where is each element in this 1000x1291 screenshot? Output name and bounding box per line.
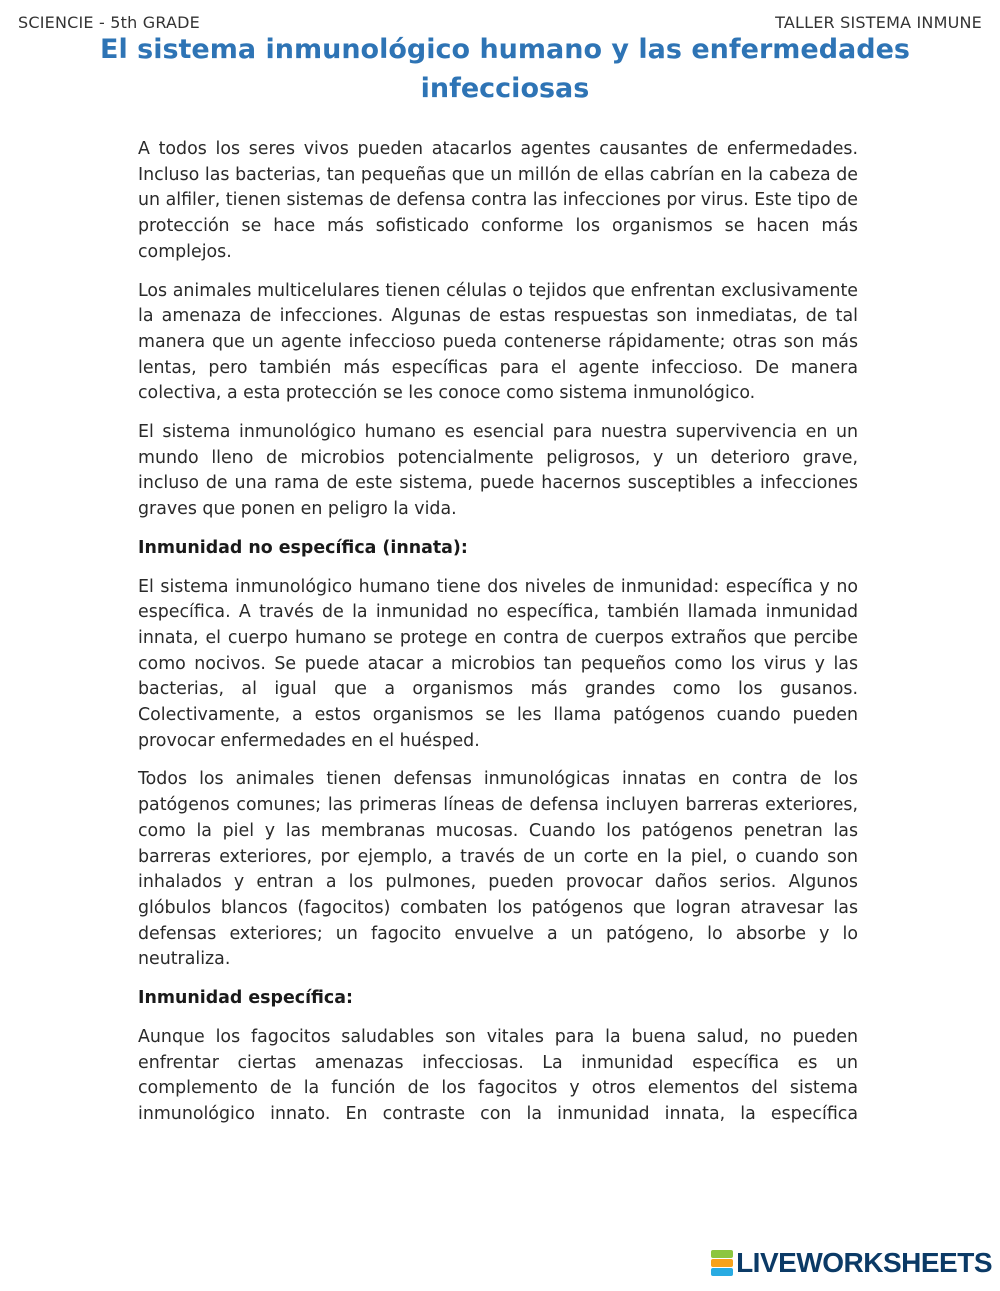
header-grade-label: SCIENCIE - 5th GRADE — [18, 13, 200, 32]
paragraph-immunity-levels: El sistema inmunológico humano tiene dos niveles de inmunidad: específica y no específica. A través de la inmunidad no específica, también llamada inmunidad innata, el cuerpo humano se protege en contra de cuerpos extraños que percibe como nocivos. Se puede atacar a microbios tan pequeños como los virus y las bacterias, al igual que a organismos más grandes como los gusanos. Colectivamente, a estos organismos se les llama patógenos cuando pueden provocar enfermedades en el huésped. — [138, 576, 858, 751]
heading-specific-immunity: Inmunidad específica: — [138, 988, 353, 1009]
liveworksheets-logo-text: LIVEWORKSHEETS — [736, 1247, 992, 1278]
paragraph-specific-immunity: Aunque los fagocitos saludables son vitales para la buena salud, no pueden enfrentar ciertas amenazas infecciosas. La inmunidad específica es un complemento de la función de los fagocitos y otros elementos del sistema inmunológico innato. En contraste con la inmunidad innata, la específica — [138, 1026, 858, 1124]
paragraph-innate-defenses: Todos los animales tienen defensas inmunológicas innatas en contra de los patógenos comunes; las primeras líneas de defensa incluyen barreras exteriores, como la piel y las membranas mucosas. Cuando los patógenos penetran las barreras exteriores, por ejemplo, a través de un corte en la piel, o cuando son inhalados y entran a los pulmones, pueden provocar daños serios. Algunos glóbulos blancos (fagocitos) combaten los patógenos que logran atravesar las defensas exteriores; un fagocito envuelve a un patógeno, lo absorbe y lo neutraliza. — [138, 769, 858, 970]
page-title: El sistema inmunológico humano y las enfermedades infecciosas — [100, 34, 910, 104]
paragraph-human-immune: El sistema inmunológico humano es esencial para nuestra supervivencia en un mundo lleno de microbios potencialmente peligrosos, y un deterioro grave, incluso de una rama de este sistema, puede hacernos susceptibles a infecciones graves que ponen en peligro la vida. — [138, 422, 858, 520]
logo-block-orange — [711, 1259, 733, 1267]
header-workshop-label: TALLER SISTEMA INMUNE — [775, 13, 982, 32]
heading-innate-immunity: Inmunidad no específica (innata): — [138, 537, 468, 558]
document-body — [138, 137, 858, 1141]
paragraph-multicellular: Los animales multicelulares tienen células o tejidos que enfrentan exclusivamente la amenaza de infecciones. Algunas de estas respuestas son inmediatas, de tal manera que un agente infeccioso pueda contenerse rápidamente; otras son más lentas, pero también más específicas para el agente infeccioso. De manera colectiva, a esta protección se les conoce como sistema inmunológico. — [138, 280, 858, 404]
paragraph-intro: A todos los seres vivos pueden atacarlos agentes causantes de enfermedades. Incluso las bacterias, tan pequeñas que un millón de ellas cabrían en la cabeza de un alfiler, tienen sistemas de defensa contra las infecciones por virus. Este tipo de protección se hace más sofisticado conforme los organismos se hacen más complejos. — [138, 139, 858, 262]
liveworksheets-logo[interactable] — [711, 1247, 992, 1279]
liveworksheets-logo-icon — [711, 1250, 733, 1276]
logo-block-blue — [711, 1268, 733, 1276]
logo-block-green — [711, 1250, 733, 1258]
